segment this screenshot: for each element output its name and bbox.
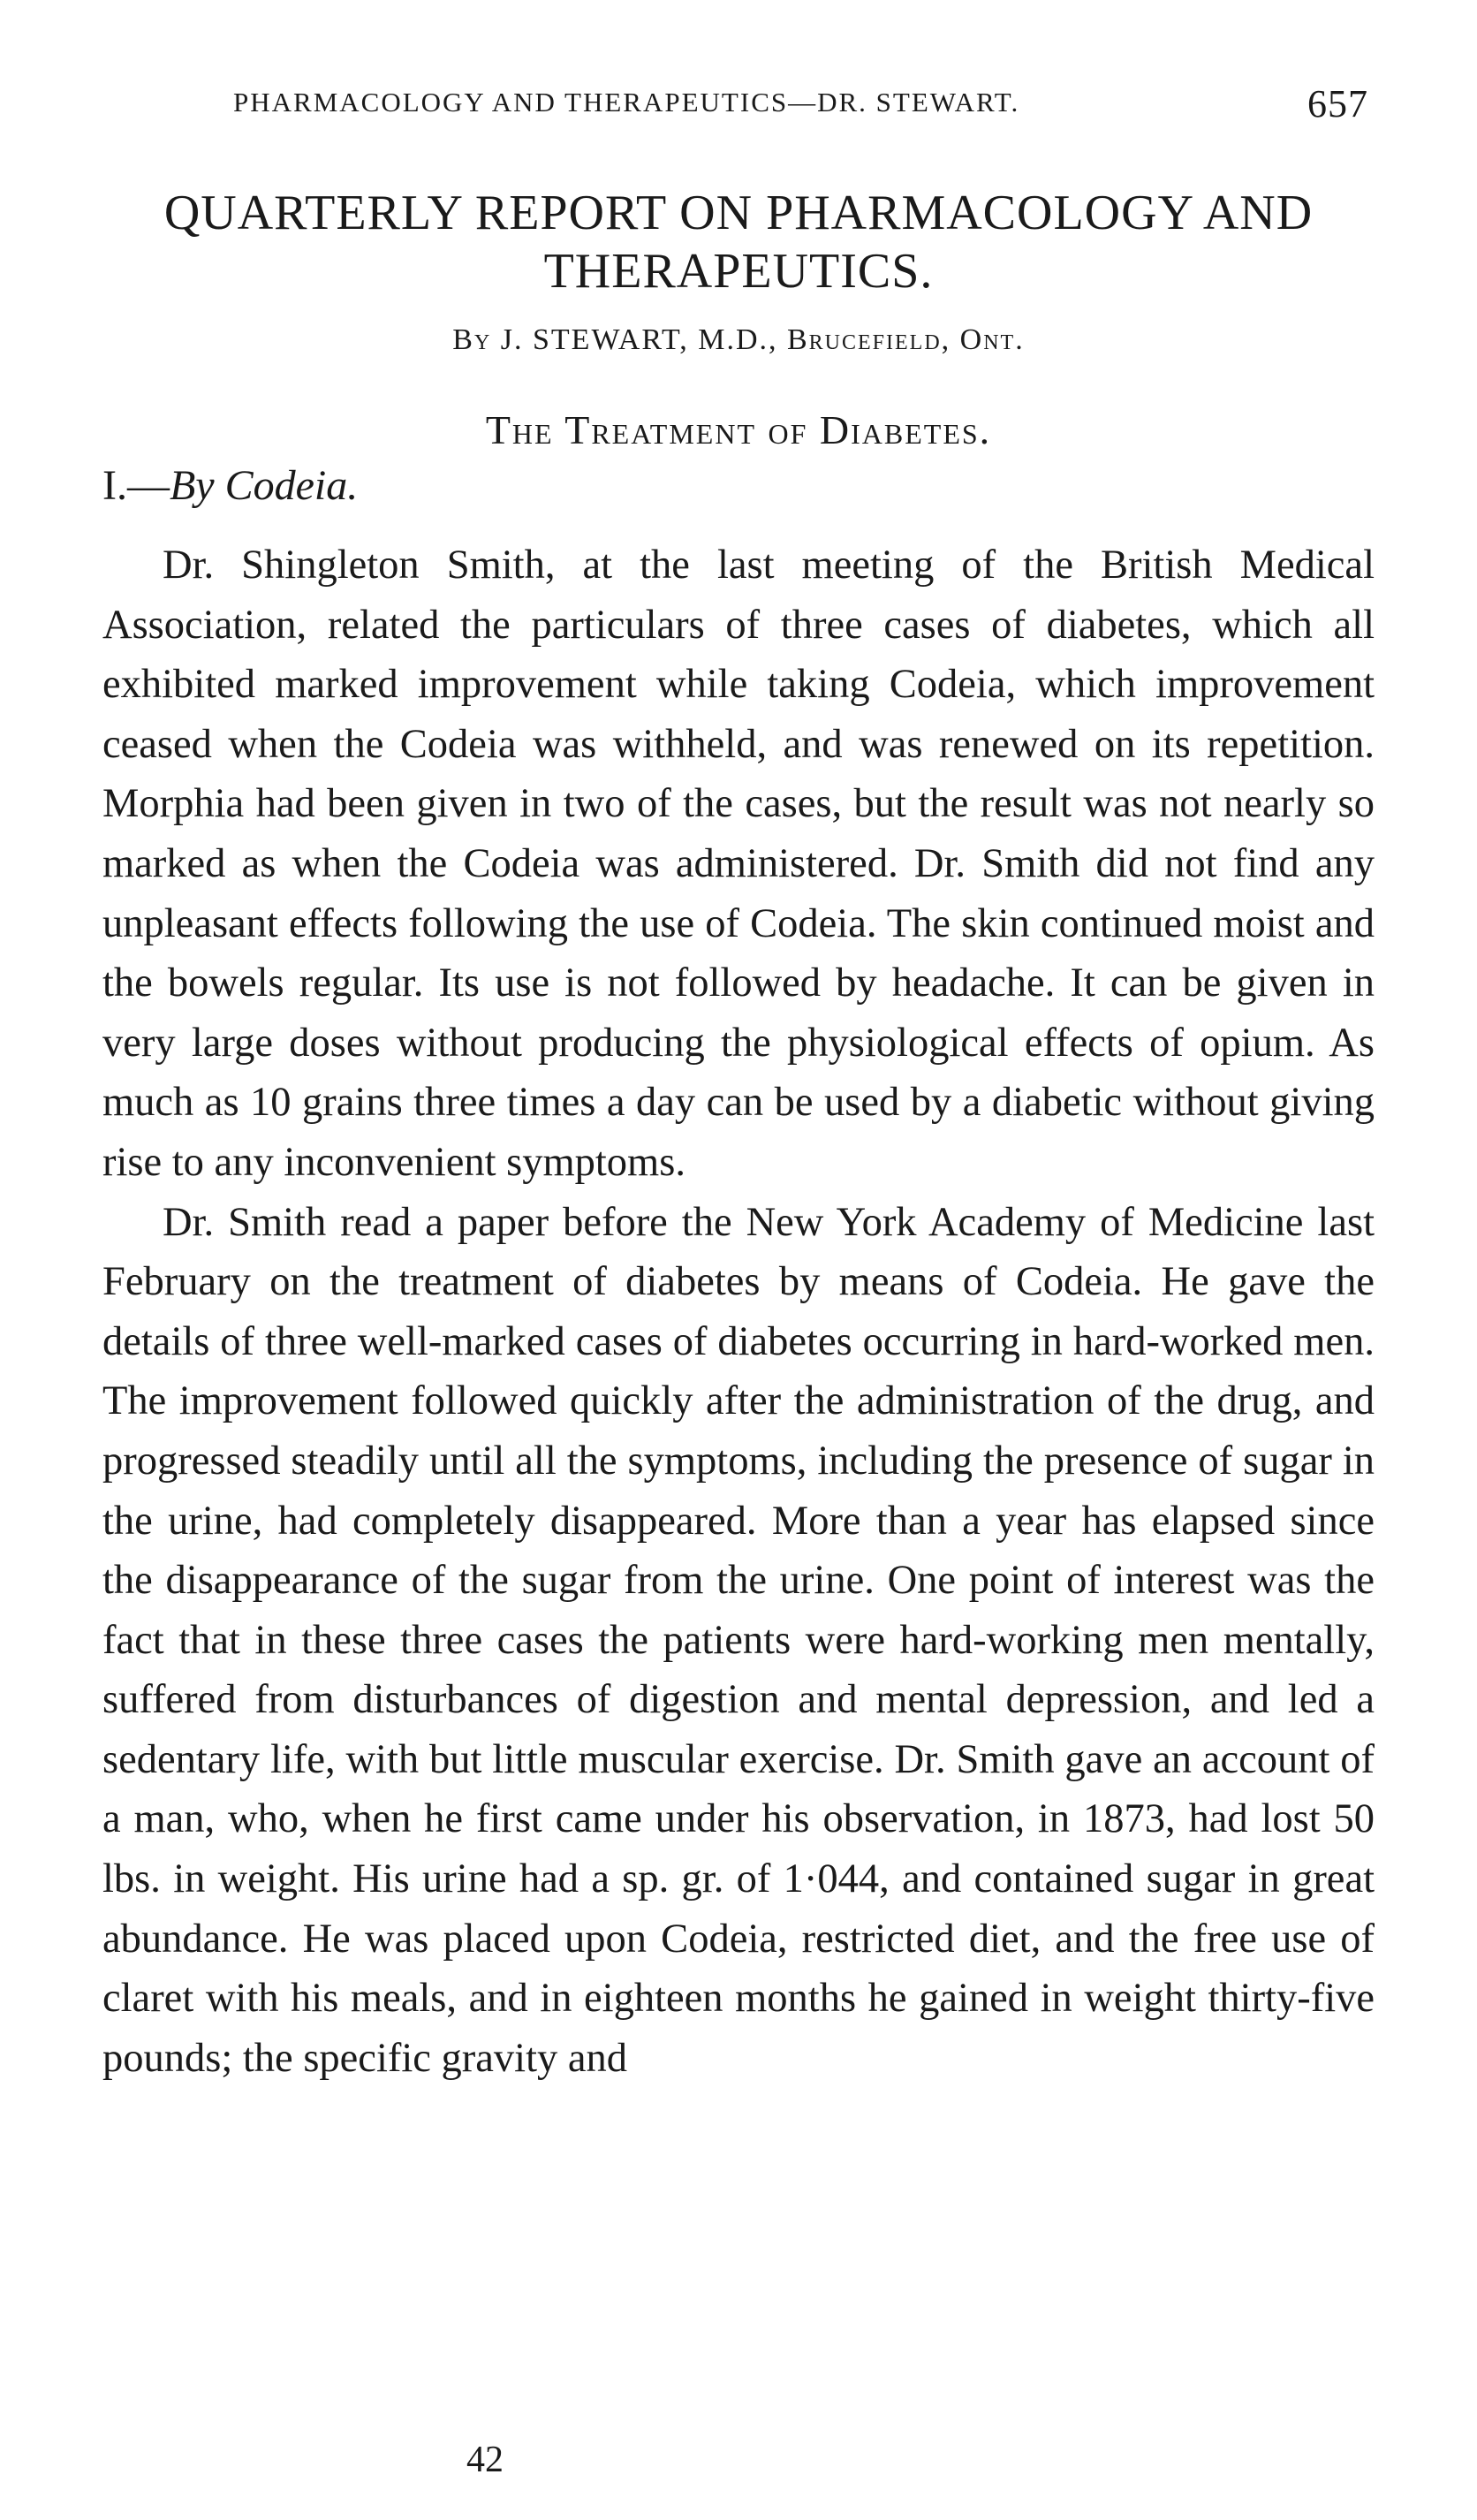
article-subheading: The Treatment of Diabetes. — [485, 407, 992, 452]
signature-mark: 42 — [466, 2440, 504, 2480]
section-heading — [102, 461, 358, 510]
paragraph: Dr. Smith read a paper before the New York Academy of Medicine last February on the treatment of diabetes by means of Codeia. He gave the details of three well-marked cases of diabetes occurring in hard-worked men. The improvement followed quickly after the administration of the drug, and progressed steadily until all the symptoms, including the presence of sugar in the urine, had completely disappeared. More than a year has elapsed since the disappearance of the sugar from the urine. One point of interest was the fact that in these three cases the patients were hard-working men mentally, suffered from disturbances of digestion and mental depression, and led a sedentary life, with but little muscular exercise. Dr. Smith gave an account of a man, who, when he first came under his observation, in 1873, had lost 50 lbs. in weight. His urine had a sp. gr. of 1·044, and contained sugar in great abundance. He was placed upon Codeia, restricted diet, and the free use of claret with his meals, and in eighteen months he gained in weight thirty-five pounds; the specific gravity and — [102, 1199, 1375, 2081]
article-title: QUARTERLY REPORT ON PHARMACOLOGY AND THERAPEUTICS. — [163, 186, 1314, 299]
running-head: PHARMACOLOGY AND THERAPEUTICS—DR. STEWART. — [233, 87, 1020, 118]
article-body — [102, 535, 1375, 2088]
section-number: I.— — [102, 462, 170, 509]
section-title: By Codeia. — [169, 462, 359, 509]
page-number: 657 — [1307, 82, 1368, 125]
paragraph: Dr. Shingleton Smith, at the last meeting of the British Medical Association, related the particulars of three cases of diabetes, which all exhibited marked improvement while taking Codeia, which improvement ceased when the Codeia was withheld, and was renewed on its repetition. Morphia had been given in two of the cases, but the result was not nearly so marked as when the Codeia was administered. Dr. Smith did not find any unpleasant effects following the use of Codeia. The skin continued moist and the bowels regular. Its use is not followed by headache. It can be given in very large doses without producing the physiological effects of opium. As much as 10 grains three times a day can be used by a diabetic without giving rise to any inconvenient symptoms. — [102, 543, 1375, 1185]
article-byline: By J. STEWART, M.D., Brucefield, Ont. — [452, 323, 1025, 356]
